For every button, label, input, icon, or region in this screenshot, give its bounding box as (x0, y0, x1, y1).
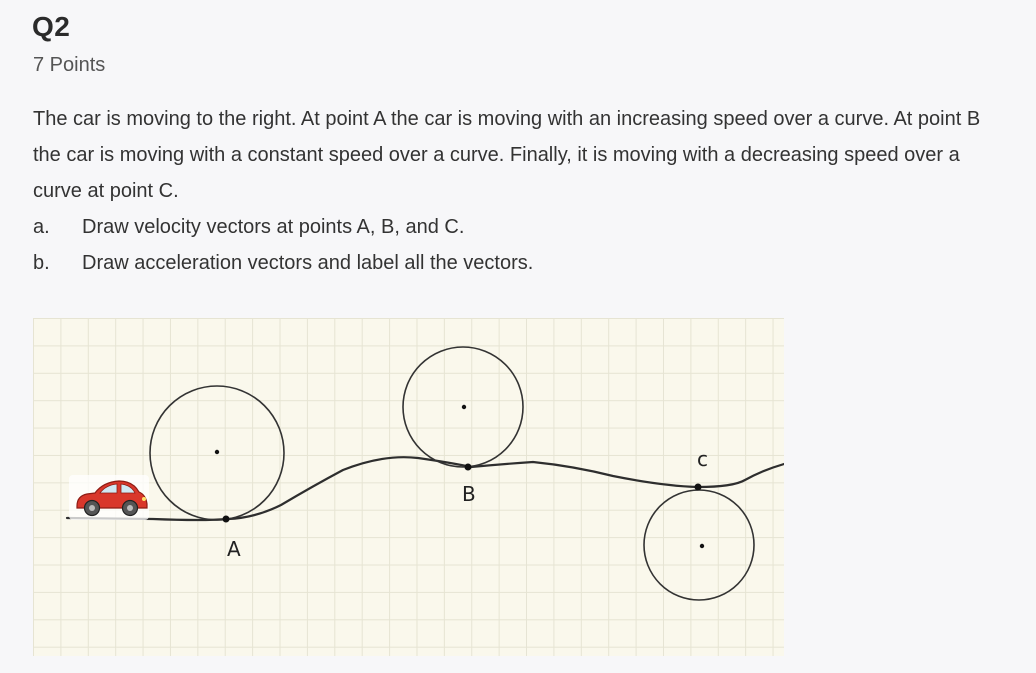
center-dot-c (700, 544, 704, 548)
sub-item-text: Draw velocity vectors at points A, B, and C. (82, 216, 465, 238)
sub-item-b (33, 245, 1008, 281)
sub-item-text: Draw acceleration vectors and label all the vectors. (82, 252, 534, 274)
center-dot-b (462, 405, 466, 409)
label-point-a: A (227, 537, 241, 561)
sub-item-letter: b. (33, 252, 50, 274)
point-c-dot (695, 484, 702, 491)
figure-drawing (33, 318, 784, 656)
question-body (33, 101, 1008, 281)
point-a-dot (223, 516, 230, 523)
label-point-b: B (462, 482, 476, 506)
label-point-c: c (697, 447, 708, 471)
sub-item-a (33, 209, 1008, 245)
question-figure (33, 318, 784, 656)
red-car-icon (69, 475, 149, 520)
road-curve (67, 457, 784, 520)
point-b-dot (465, 464, 472, 471)
center-dot-a (215, 450, 219, 454)
circle-c (644, 490, 754, 600)
sub-item-letter: a. (33, 216, 50, 238)
question-points: 7 Points (33, 54, 106, 76)
question-title: Q2 (32, 11, 71, 42)
question-text: The car is moving to the right. At point A the car is moving with an increasing speed over a curve. At point B the car is moving with a constant speed over a curve. Finally, it is moving with a decreasing speed over a curve at point C. (33, 108, 981, 202)
